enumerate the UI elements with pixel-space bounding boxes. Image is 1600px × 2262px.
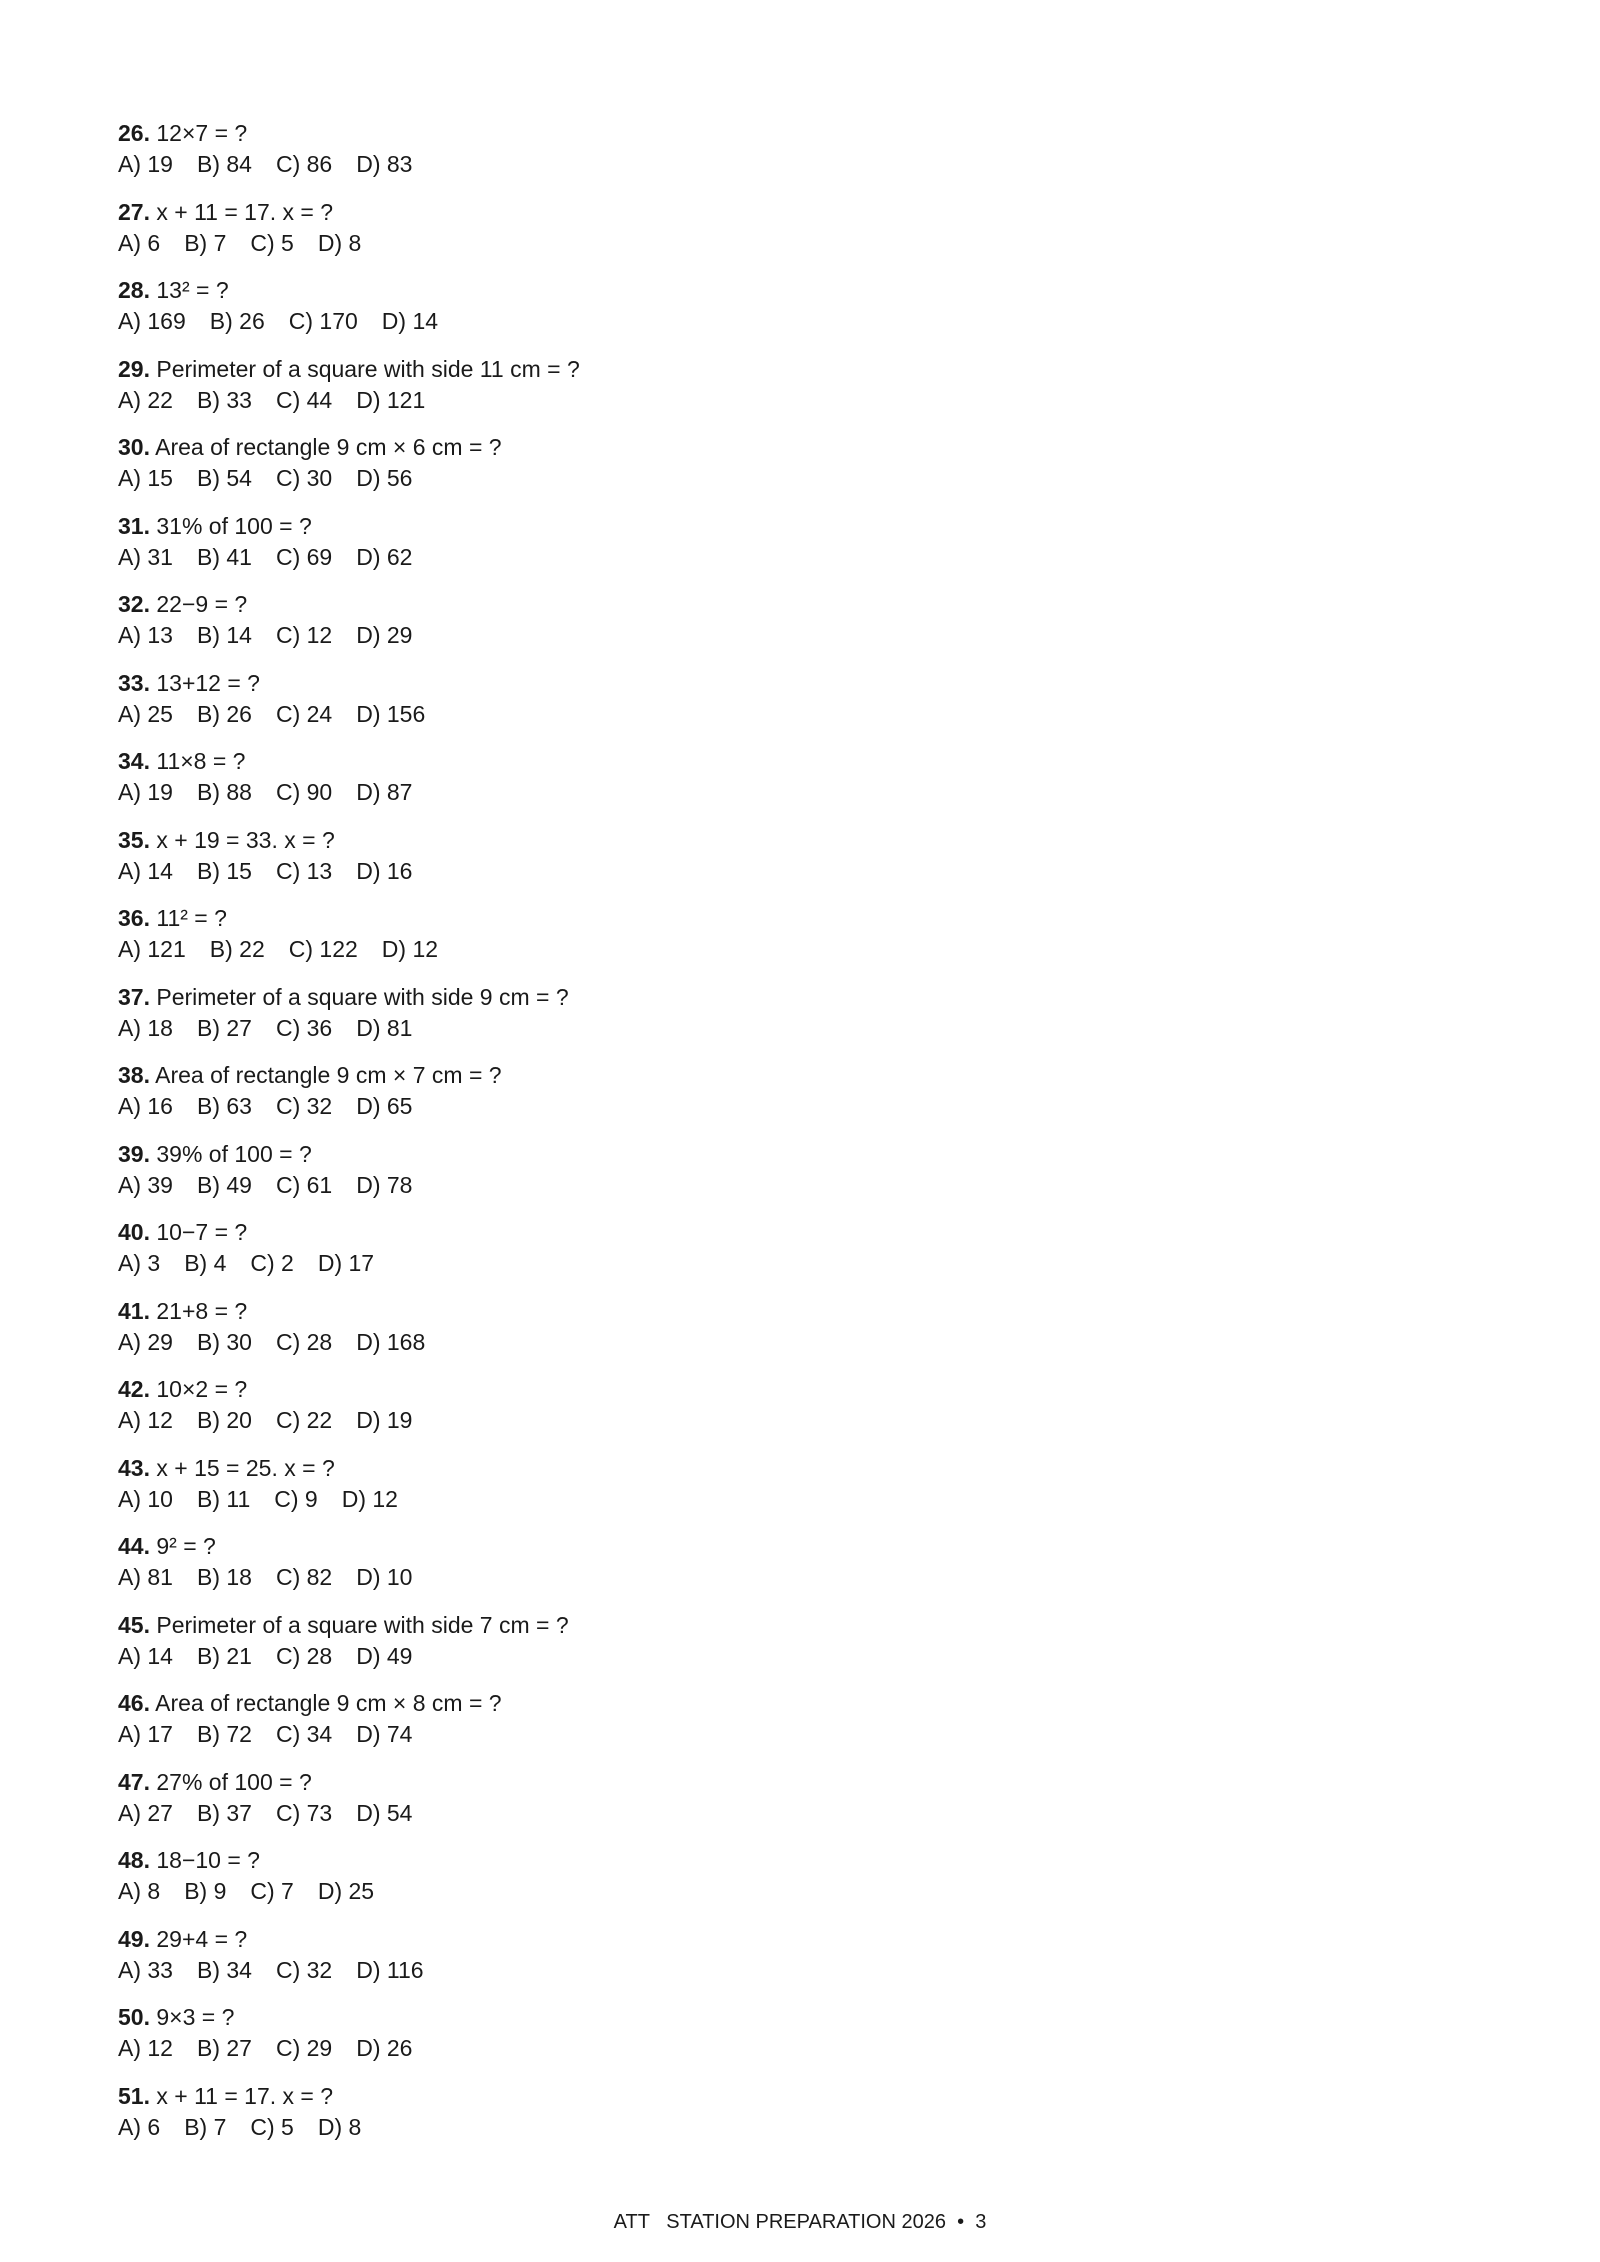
question-item bbox=[118, 1531, 1418, 1610]
question-text: Perimeter of a square with side 7 cm = ? bbox=[156, 1611, 569, 1638]
question-number: 34. bbox=[118, 748, 150, 774]
answer-option: C) 36 bbox=[275, 1014, 333, 1041]
question-item bbox=[118, 1610, 1418, 1689]
question-item bbox=[118, 354, 1418, 433]
answer-option: C) 32 bbox=[275, 1093, 333, 1119]
question-number: 35. bbox=[118, 826, 150, 853]
question-number: 36. bbox=[118, 905, 150, 931]
question-line bbox=[118, 1217, 1418, 1248]
answer-option: B) 22 bbox=[209, 936, 265, 962]
answer-option: C) 61 bbox=[275, 1171, 333, 1198]
answer-options bbox=[118, 306, 1418, 337]
answer-options bbox=[118, 2112, 1418, 2143]
answer-option: D) 62 bbox=[356, 543, 413, 570]
answer-option: D) 25 bbox=[317, 1878, 375, 1904]
question-line bbox=[118, 197, 1418, 228]
answer-options bbox=[118, 542, 1418, 573]
question-number: 32. bbox=[118, 591, 150, 617]
question-number: 30. bbox=[118, 434, 150, 460]
question-line bbox=[118, 275, 1418, 306]
answer-option: B) 26 bbox=[209, 308, 265, 334]
answer-options bbox=[118, 934, 1418, 965]
answer-option: D) 156 bbox=[356, 700, 426, 727]
question-text: 18−10 = ? bbox=[156, 1847, 260, 1873]
answer-option: D) 8 bbox=[317, 2113, 362, 2140]
question-item bbox=[118, 1845, 1418, 1924]
answer-option: A) 18 bbox=[118, 1014, 173, 1041]
answer-option: A) 6 bbox=[118, 2113, 161, 2140]
answer-option: C) 122 bbox=[288, 936, 358, 962]
question-number: 48. bbox=[118, 1847, 150, 1873]
question-text: 39% of 100 = ? bbox=[156, 1140, 312, 1167]
answer-option: C) 86 bbox=[275, 151, 333, 177]
answer-option: C) 2 bbox=[250, 1250, 294, 1276]
answer-option: D) 26 bbox=[356, 2035, 413, 2061]
answer-option: D) 29 bbox=[356, 622, 413, 648]
answer-option: C) 7 bbox=[250, 1878, 294, 1904]
question-text: 21+8 = ? bbox=[156, 1297, 248, 1324]
question-text: 9×3 = ? bbox=[156, 2004, 235, 2030]
question-text: 22−9 = ? bbox=[156, 591, 248, 617]
question-text: 10×2 = ? bbox=[156, 1376, 248, 1402]
answer-option: A) 3 bbox=[118, 1250, 161, 1276]
answer-option: A) 39 bbox=[118, 1171, 173, 1198]
answer-option: C) 9 bbox=[274, 1485, 318, 1512]
answer-option: B) 20 bbox=[196, 1407, 252, 1433]
question-item bbox=[118, 1296, 1418, 1375]
question-line bbox=[118, 1688, 1418, 1719]
answer-option: A) 17 bbox=[118, 1721, 173, 1747]
answer-option: A) 19 bbox=[118, 779, 173, 805]
question-item bbox=[118, 1924, 1418, 2003]
answer-option: A) 6 bbox=[118, 229, 161, 256]
answer-options bbox=[118, 2033, 1418, 2064]
question-line bbox=[118, 1374, 1418, 1405]
answer-option: D) 83 bbox=[356, 151, 413, 177]
answer-option: A) 81 bbox=[118, 1564, 173, 1590]
answer-option: D) 121 bbox=[356, 386, 426, 413]
answer-option: C) 12 bbox=[275, 622, 333, 648]
question-line bbox=[118, 1531, 1418, 1562]
answer-option: D) 56 bbox=[356, 465, 413, 491]
answer-options bbox=[118, 1405, 1418, 1436]
question-item bbox=[118, 825, 1418, 904]
question-number: 44. bbox=[118, 1533, 150, 1559]
answer-option: C) 5 bbox=[250, 2113, 294, 2140]
answer-option: A) 14 bbox=[118, 857, 173, 884]
answer-option: B) 27 bbox=[196, 1014, 252, 1041]
question-line bbox=[118, 1296, 1418, 1327]
answer-option: D) 78 bbox=[356, 1171, 413, 1198]
question-line bbox=[118, 1845, 1418, 1876]
question-item bbox=[118, 1060, 1418, 1139]
answer-option: B) 7 bbox=[184, 2113, 227, 2140]
question-item bbox=[118, 2081, 1418, 2160]
answer-option: C) 22 bbox=[275, 1407, 333, 1433]
question-item bbox=[118, 668, 1418, 747]
answer-option: C) 82 bbox=[275, 1564, 333, 1590]
question-line bbox=[118, 1139, 1418, 1170]
answer-option: A) 121 bbox=[118, 936, 186, 962]
question-text: 11² = ? bbox=[156, 905, 227, 931]
answer-option: B) 63 bbox=[196, 1093, 252, 1119]
answer-option: D) 116 bbox=[356, 1956, 424, 1983]
question-text: 13+12 = ? bbox=[156, 669, 260, 696]
answer-option: B) 88 bbox=[196, 779, 252, 805]
question-item bbox=[118, 982, 1418, 1061]
question-text: 10−7 = ? bbox=[156, 1219, 248, 1245]
answer-options bbox=[118, 856, 1418, 887]
question-line bbox=[118, 589, 1418, 620]
question-item bbox=[118, 1767, 1418, 1846]
answer-option: D) 14 bbox=[381, 308, 439, 334]
answer-options bbox=[118, 1955, 1418, 1986]
question-text: 13² = ? bbox=[156, 277, 229, 303]
question-number: 41. bbox=[118, 1297, 150, 1324]
question-text: x + 19 = 33. x = ? bbox=[156, 826, 335, 853]
question-number: 46. bbox=[118, 1690, 150, 1716]
answer-options bbox=[118, 1641, 1418, 1672]
answer-options bbox=[118, 1091, 1418, 1122]
answer-options bbox=[118, 699, 1418, 730]
answer-option: D) 54 bbox=[356, 1799, 413, 1826]
answer-option: B) 15 bbox=[196, 857, 252, 884]
question-item bbox=[118, 275, 1418, 354]
answer-option: C) 13 bbox=[275, 857, 333, 884]
question-line bbox=[118, 2081, 1418, 2112]
question-item bbox=[118, 1139, 1418, 1218]
answer-options bbox=[118, 620, 1418, 651]
question-line bbox=[118, 432, 1418, 463]
question-number: 37. bbox=[118, 983, 150, 1010]
question-text: 9² = ? bbox=[156, 1533, 216, 1559]
question-number: 31. bbox=[118, 512, 150, 539]
answer-option: B) 18 bbox=[196, 1564, 252, 1590]
answer-option: B) 27 bbox=[196, 2035, 252, 2061]
answer-options bbox=[118, 1798, 1418, 1829]
question-text: 27% of 100 = ? bbox=[156, 1768, 312, 1795]
question-item bbox=[118, 511, 1418, 590]
answer-option: A) 12 bbox=[118, 1407, 173, 1433]
answer-options bbox=[118, 1876, 1418, 1907]
answer-options bbox=[118, 228, 1418, 259]
question-line bbox=[118, 1924, 1418, 1955]
answer-option: A) 33 bbox=[118, 1956, 173, 1983]
question-number: 40. bbox=[118, 1219, 150, 1245]
answer-option: A) 27 bbox=[118, 1799, 173, 1826]
answer-option: A) 14 bbox=[118, 1642, 173, 1669]
question-list bbox=[118, 118, 1418, 2159]
answer-option: C) 32 bbox=[275, 1956, 333, 1983]
answer-option: B) 84 bbox=[196, 151, 252, 177]
question-item bbox=[118, 903, 1418, 982]
answer-option: C) 30 bbox=[275, 465, 333, 491]
answer-option: B) 72 bbox=[196, 1721, 252, 1747]
answer-option: A) 13 bbox=[118, 622, 173, 648]
question-number: 50. bbox=[118, 2004, 150, 2030]
answer-option: C) 29 bbox=[275, 2035, 333, 2061]
answer-option: B) 54 bbox=[196, 465, 252, 491]
question-text: 12×7 = ? bbox=[156, 120, 248, 146]
question-line bbox=[118, 354, 1418, 385]
question-line bbox=[118, 668, 1418, 699]
answer-option: D) 81 bbox=[356, 1014, 413, 1041]
answer-options bbox=[118, 463, 1418, 494]
question-line bbox=[118, 1767, 1418, 1798]
question-text: 11×8 = ? bbox=[156, 748, 246, 774]
answer-options bbox=[118, 1170, 1418, 1201]
question-number: 43. bbox=[118, 1454, 150, 1481]
question-number: 28. bbox=[118, 277, 150, 303]
page-footer: ATT STATION PREPARATION 2026 • 3 bbox=[613, 2211, 987, 2233]
answer-option: C) 28 bbox=[275, 1642, 333, 1669]
answer-options bbox=[118, 1719, 1418, 1750]
answer-option: C) 73 bbox=[275, 1799, 333, 1826]
question-item bbox=[118, 1374, 1418, 1453]
answer-option: D) 49 bbox=[356, 1642, 413, 1669]
answer-option: C) 44 bbox=[275, 386, 333, 413]
question-text: Area of rectangle 9 cm × 7 cm = ? bbox=[155, 1062, 502, 1088]
question-item bbox=[118, 197, 1418, 276]
answer-options bbox=[118, 1327, 1418, 1358]
answer-option: D) 19 bbox=[356, 1407, 413, 1433]
answer-option: B) 4 bbox=[184, 1250, 227, 1276]
answer-option: D) 168 bbox=[356, 1328, 426, 1355]
answer-option: D) 74 bbox=[356, 1721, 413, 1747]
question-number: 49. bbox=[118, 1925, 150, 1952]
answer-option: B) 21 bbox=[196, 1642, 252, 1669]
answer-option: C) 69 bbox=[275, 543, 333, 570]
answer-option: B) 26 bbox=[196, 700, 252, 727]
answer-option: C) 34 bbox=[275, 1721, 333, 1747]
answer-option: A) 8 bbox=[118, 1878, 161, 1904]
answer-option: A) 22 bbox=[118, 386, 173, 413]
question-number: 47. bbox=[118, 1768, 150, 1795]
question-item bbox=[118, 118, 1418, 197]
answer-options bbox=[118, 385, 1418, 416]
answer-options bbox=[118, 149, 1418, 180]
question-number: 45. bbox=[118, 1611, 150, 1638]
answer-option: A) 19 bbox=[118, 151, 173, 177]
question-item bbox=[118, 1217, 1418, 1296]
answer-option: D) 10 bbox=[356, 1564, 413, 1590]
question-text: x + 11 = 17. x = ? bbox=[156, 2082, 334, 2109]
answer-options bbox=[118, 1248, 1418, 1279]
answer-option: D) 16 bbox=[356, 857, 413, 884]
answer-option: D) 87 bbox=[356, 779, 413, 805]
question-line bbox=[118, 511, 1418, 542]
question-number: 42. bbox=[118, 1376, 150, 1402]
question-text: Perimeter of a square with side 9 cm = ? bbox=[156, 983, 569, 1010]
answer-options bbox=[118, 1484, 1418, 1515]
question-text: 31% of 100 = ? bbox=[156, 512, 312, 539]
question-line bbox=[118, 903, 1418, 934]
answer-option: B) 33 bbox=[196, 386, 252, 413]
question-number: 29. bbox=[118, 355, 150, 382]
answer-options bbox=[118, 777, 1418, 808]
answer-option: C) 90 bbox=[275, 779, 333, 805]
answer-option: B) 37 bbox=[196, 1799, 252, 1826]
question-text: x + 11 = 17. x = ? bbox=[156, 198, 334, 225]
answer-option: D) 65 bbox=[356, 1093, 413, 1119]
question-text: Perimeter of a square with side 11 cm = ? bbox=[156, 355, 580, 382]
question-line bbox=[118, 2002, 1418, 2033]
answer-option: B) 49 bbox=[196, 1171, 252, 1198]
question-item bbox=[118, 432, 1418, 511]
question-item bbox=[118, 2002, 1418, 2081]
question-text: Area of rectangle 9 cm × 6 cm = ? bbox=[155, 434, 502, 460]
question-number: 39. bbox=[118, 1140, 150, 1167]
answer-option: A) 12 bbox=[118, 2035, 173, 2061]
answer-option: D) 12 bbox=[381, 936, 439, 962]
question-number: 26. bbox=[118, 120, 150, 146]
question-line bbox=[118, 1610, 1418, 1641]
question-number: 27. bbox=[118, 198, 150, 225]
answer-option: A) 29 bbox=[118, 1328, 173, 1355]
question-number: 33. bbox=[118, 669, 150, 696]
answer-option: B) 11 bbox=[196, 1485, 251, 1512]
answer-option: C) 5 bbox=[250, 229, 294, 256]
answer-option: B) 14 bbox=[196, 622, 252, 648]
answer-option: D) 12 bbox=[341, 1485, 398, 1512]
answer-option: D) 8 bbox=[317, 229, 362, 256]
question-text: Area of rectangle 9 cm × 8 cm = ? bbox=[155, 1690, 502, 1716]
question-text: 29+4 = ? bbox=[156, 1925, 248, 1952]
answer-options bbox=[118, 1013, 1418, 1044]
question-line bbox=[118, 746, 1418, 777]
question-line bbox=[118, 118, 1418, 149]
answer-option: B) 30 bbox=[196, 1328, 252, 1355]
question-line bbox=[118, 825, 1418, 856]
question-item bbox=[118, 589, 1418, 668]
question-item bbox=[118, 746, 1418, 825]
question-text: x + 15 = 25. x = ? bbox=[156, 1454, 335, 1481]
answer-options bbox=[118, 1562, 1418, 1593]
answer-option: B) 41 bbox=[196, 543, 252, 570]
question-item bbox=[118, 1453, 1418, 1532]
question-line bbox=[118, 982, 1418, 1013]
answer-option: C) 170 bbox=[288, 308, 358, 334]
question-line bbox=[118, 1060, 1418, 1091]
question-item bbox=[118, 1688, 1418, 1767]
question-line bbox=[118, 1453, 1418, 1484]
answer-option: A) 15 bbox=[118, 465, 173, 491]
question-number: 38. bbox=[118, 1062, 150, 1088]
answer-option: A) 31 bbox=[118, 543, 173, 570]
question-number: 51. bbox=[118, 2082, 150, 2109]
answer-option: B) 34 bbox=[196, 1956, 252, 1983]
answer-option: A) 10 bbox=[118, 1485, 173, 1512]
answer-option: B) 7 bbox=[184, 229, 227, 256]
answer-option: C) 24 bbox=[275, 700, 333, 727]
answer-option: C) 28 bbox=[275, 1328, 333, 1355]
answer-option: A) 16 bbox=[118, 1093, 173, 1119]
answer-option: A) 169 bbox=[118, 308, 186, 334]
answer-option: B) 9 bbox=[184, 1878, 227, 1904]
answer-option: A) 25 bbox=[118, 700, 173, 727]
answer-option: D) 17 bbox=[317, 1250, 375, 1276]
